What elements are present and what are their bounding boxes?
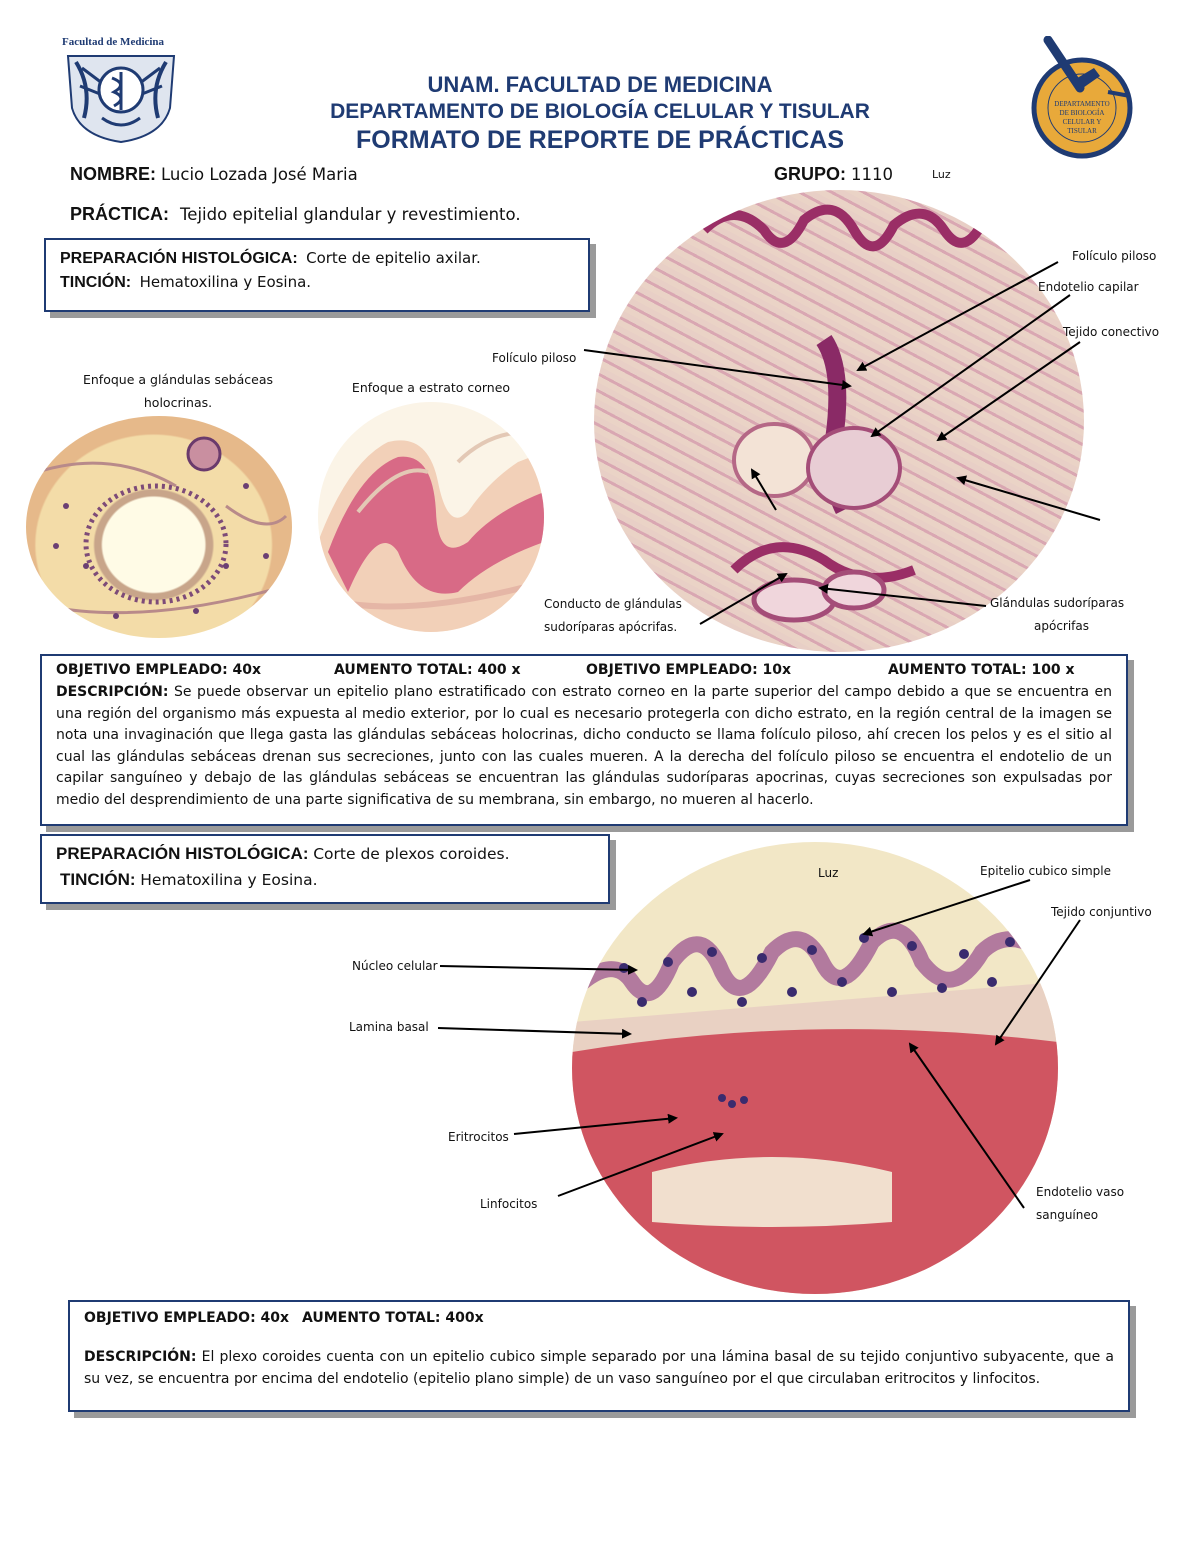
faculty-logo-text: Facultad de Medicina <box>62 36 165 48</box>
prep-label-2: PREPARACIÓN HISTOLÓGICA: <box>56 844 309 863</box>
img1-caption-a: Enfoque a glándulas sebáceas <box>82 372 274 387</box>
objective-value-1a: 40x <box>232 662 262 678</box>
objective-row-2 <box>84 1310 1114 1326</box>
description-box-2 <box>68 1300 1130 1412</box>
aumento-value-2: 400x <box>445 1310 484 1326</box>
description-label-2: DESCRIPCIÓN: <box>84 1349 197 1365</box>
label-lamina-basal: Lamina basal <box>349 1020 429 1034</box>
description-box-1 <box>40 654 1128 826</box>
label-linfocitos: Linfocitos <box>480 1197 538 1211</box>
label-luz-2: Luz <box>818 866 839 880</box>
practice-value: Tejido epitelial glandular y revestimiento. <box>180 205 521 224</box>
label-glandulas-a: Glándulas sudoríparas <box>990 596 1125 610</box>
label-endotelio-vaso-a: Endotelio vaso <box>1036 1185 1125 1199</box>
description-2 <box>84 1347 1114 1390</box>
objective-label-1a: OBJETIVO EMPLEADO: <box>56 662 228 678</box>
description-text-1: Se puede observar un epitelio plano estratificado con estrato corneo en la parte superior del campo debido a que se encuentra en una región del organismo más expuesta al medio exterior, por lo cual es necesario protegerla con dicho estrato, en la región central de la imagen se nota una invaginación que llega gasta las glándulas sebáceas holocrinas, dicho conducto se llama folículo piloso, ahí crecen los pelos y es el sitio al cual las glándulas sebáceas drenan sus secreciones, junto con las cuales mueren. A la derecha del folículo piloso se encuentra el endotelio de un capilar sanguíneo y debajo de las glándulas sebáceas se encuentran las glándulas sudoríparas apocrinas, cuyas secreciones son expulsadas por medio del desprendimiento de una parte significativa de su membrana, sin embargo, no mueren al hacerlo. <box>56 684 1113 808</box>
prep-label-1: PREPARACIÓN HISTOLÓGICA: <box>60 250 298 267</box>
label-foliculo-right: Folículo piloso <box>1072 249 1157 263</box>
stain-label-1: TINCIÓN: <box>60 274 132 291</box>
objective-label-1b: OBJETIVO EMPLEADO: <box>586 662 758 678</box>
student-name-row <box>70 164 358 185</box>
title-format: FORMATO DE REPORTE DE PRÁCTICAS <box>356 126 844 154</box>
label-endotelio-vaso-b: sanguíneo <box>1036 1208 1099 1222</box>
objective-row-1 <box>56 662 1112 682</box>
stain-value-2: Hematoxilina y Eosina. <box>140 871 318 889</box>
label-tejido-conjuntivo: Tejido conjuntivo <box>1051 905 1152 919</box>
label-eritrocitos: Eritrocitos <box>448 1130 509 1144</box>
objective-value-1b: 10x <box>762 662 792 678</box>
label-luz-1: Luz <box>932 168 951 181</box>
svg-text:CELULAR Y: CELULAR Y <box>1062 118 1102 126</box>
micrograph-sebaceous-glands <box>26 416 292 638</box>
stain-label-2: TINCIÓN: <box>60 870 136 889</box>
label-foliculo-left: Folículo piloso <box>492 351 577 365</box>
svg-text:DE BIOLOGÍA: DE BIOLOGÍA <box>1059 109 1105 117</box>
aumento-label-2: AUMENTO TOTAL: <box>301 1310 441 1326</box>
practice-row <box>70 204 521 225</box>
label-conducto-a: Conducto de glándulas <box>544 597 682 611</box>
group-value: 1110 <box>851 165 894 184</box>
label-glandulas-b: apócrifas <box>1034 619 1090 633</box>
name-label: NOMBRE: <box>70 164 156 184</box>
label-epitelio-cubico: Epitelio cubico simple <box>980 864 1111 878</box>
description-1 <box>56 682 1112 811</box>
prep-value-1: Corte de epitelio axilar. <box>306 249 481 267</box>
micrograph-choroid-plexus <box>572 842 1058 1294</box>
objective-label-2: OBJETIVO EMPLEADO: <box>84 1310 256 1326</box>
practice-label: PRÁCTICA: <box>70 204 169 224</box>
label-tejido-conectivo: Tejido conectivo <box>1063 325 1160 339</box>
aumento-value-1b: 100 x <box>1031 662 1075 678</box>
name-value: Lucio Lozada José Maria <box>161 165 358 184</box>
svg-text:DEPARTAMENTO: DEPARTAMENTO <box>1054 100 1110 108</box>
micrograph-hair-follicle <box>594 190 1084 652</box>
aumento-label-1a: AUMENTO TOTAL: <box>334 662 473 678</box>
group-label: GRUPO: <box>774 164 846 184</box>
img1-caption-b: holocrinas. <box>143 395 213 410</box>
title-department: DEPARTAMENTO DE BIOLOGÍA CELULAR Y TISULAR <box>330 100 870 123</box>
img2-caption: Enfoque a estrato corneo <box>351 380 511 395</box>
label-nucleo-celular: Núcleo celular <box>352 959 438 973</box>
title-institution: UNAM. FACULTAD DE MEDICINA <box>427 72 773 97</box>
prep-box-2 <box>40 834 610 904</box>
label-endotelio-capilar: Endotelio capilar <box>1038 280 1139 294</box>
svg-text:TISULAR: TISULAR <box>1067 127 1097 135</box>
aumento-label-1b: AUMENTO TOTAL: <box>888 662 1027 678</box>
department-seal <box>1018 36 1144 160</box>
microscope-seal-icon <box>1018 36 1144 160</box>
objective-value-2: 40x <box>260 1310 290 1326</box>
prep-box-1 <box>44 238 590 312</box>
label-conducto-b: sudoríparas apócrifas. <box>544 620 678 634</box>
aumento-value-1a: 400 x <box>477 662 521 678</box>
description-text-2: El plexo coroides cuenta con un epitelio cubico simple separado por una lámina basal de su tejido conjuntivo subyacente, que a su vez, se encuentra por encima del endotelio (epitelio plano simple) de un vaso sanguíneo por el que circulaban eritrocitos y linfocitos. <box>84 1349 1114 1387</box>
micrograph-stratum-corneum <box>318 402 544 632</box>
stain-value-1: Hematoxilina y Eosina. <box>139 273 312 291</box>
prep-value-2: Corte de plexos coroides. <box>313 845 510 863</box>
description-label-1: DESCRIPCIÓN: <box>56 684 169 700</box>
group-row <box>774 164 893 185</box>
